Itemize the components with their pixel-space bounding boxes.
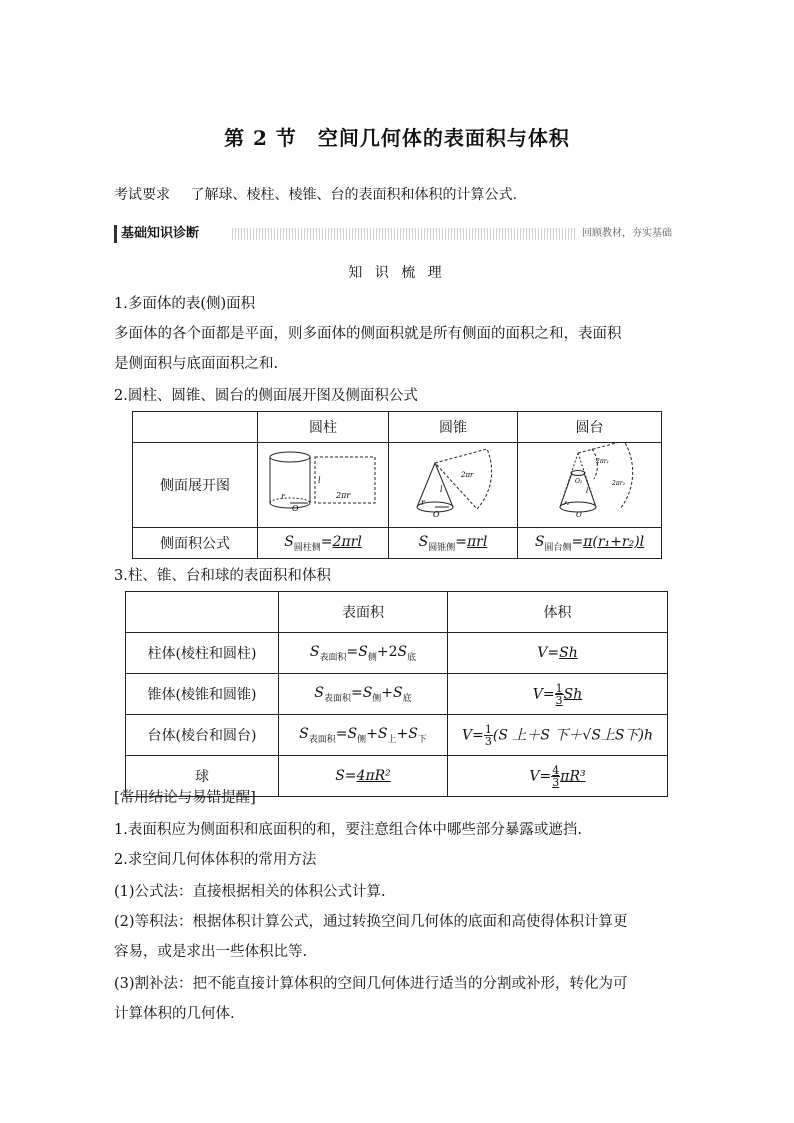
label-l: l [585,487,588,495]
sa-pyramid: $S_{表面积}=S_侧+S_底$ [279,674,448,715]
knowledge-subheading: 知 识 梳 理 [348,265,446,281]
frac-den: 3 [552,775,560,789]
col-cylinder: 圆柱 [258,412,389,443]
f-sub: 圆锥侧 [428,542,456,553]
sa-frustum: $S_{表面积}=S_侧+S_上+S_下$ [279,715,448,756]
formula-cylinder [258,528,389,559]
row-formula: 侧面积公式 [133,528,258,559]
cylinder-diagram [258,443,389,528]
label-o: O [575,511,582,519]
area-volume-table [125,591,668,797]
f-eq: = [320,533,333,550]
sub-side: 侧 [357,734,367,745]
sa-sphere: S=4πR² [279,756,448,797]
sub-base: 底 [402,693,412,704]
row-frustum: 台体(棱台和圆台) [126,715,279,756]
section-banner [114,225,678,243]
v-frustum-value: (S 上＋S 下＋√S上S下)h [492,727,653,743]
notes-heading: [常用结论与易错提醒] [114,790,256,806]
s1-heading: 1.多面体的表(侧)面积 [114,296,256,312]
sub-sa: 表面积 [308,734,336,745]
row-unfold: 侧面展开图 [133,443,258,528]
table-corner [133,412,258,443]
label-2pir: 2πr [461,471,474,479]
f-sub: 圆柱侧 [293,542,321,553]
v-prism: V=Sh [448,633,668,674]
f-value: πrl [466,533,488,550]
label-o1: O₁ [574,478,582,485]
requirement-text: 了解球、棱柱、棱锥、台的表面积和体积的计算公式. [190,187,517,203]
col-volume: 体积 [448,592,668,633]
sub-side: 侧 [367,652,377,663]
frac-den: 3 [555,693,563,707]
note-4b: 容易，或是求出一些体积比等. [114,944,308,960]
note-5b: 计算体积的几何体. [114,1006,235,1022]
s1-line2: 是侧面积与底面面积之和. [114,356,279,372]
label-o: O [292,504,299,513]
frac-den: 3 [484,734,492,748]
f-eq: = [455,533,467,550]
f-value: π(r₁+r₂)l [583,533,645,550]
note-5a: (3)割补法：把不能直接计算体积的空间几何体进行适当的分割或补形，转化为可 [114,976,628,992]
table-corner [126,592,279,633]
label-2pir: 2πr [336,491,351,500]
note-4a: (2)等积法：根据体积计算公式，通过转换空间几何体的底面和高使得体积计算更 [114,914,628,930]
f-value: 2πrl [332,533,362,550]
label-l: l [318,476,321,485]
v-frustum: V= $\frac{1}{3}$ (S 上＋S 下＋√S上S下)h [448,715,668,756]
sub-up: 上 [387,734,397,745]
cone-unfold-figure [391,443,515,523]
formula-frustum [518,528,662,559]
label-r2: r₂ [563,500,569,507]
v-pyramid: V= $\frac{1}{3}$ Sh [448,674,668,715]
f-s: S [418,533,429,550]
banner-title: 基础知识诊断 [114,225,205,243]
cone-diagram [389,443,518,528]
row-pyramid: 锥体(棱锥和圆锥) [126,674,279,715]
frac-num: 4 [552,763,560,777]
frac-num: 1 [484,722,492,736]
frustum-diagram [518,443,662,528]
v-pyramid-value: Sh [563,686,583,702]
f-sub: 圆台侧 [544,542,572,553]
row-sphere: 球 [126,756,279,797]
sphere-v-value: πR³ [560,768,586,784]
label-r: r [421,498,425,507]
note-3: (1)公式法：直接根据相关的体积公式计算. [114,884,386,900]
note-1: 1.表面积应为侧面积和底面积的和，要注意组合体中哪些部分暴露或遮挡. [114,822,582,838]
col-frustum: 圆台 [518,412,662,443]
row-prism: 柱体(棱柱和圆柱) [126,633,279,674]
col-surface-area: 表面积 [279,592,448,633]
f-s: S [534,533,545,550]
cylinder-unfold-figure [260,443,386,523]
col-cone: 圆锥 [389,412,518,443]
sa-prism: $S_{表面积}=S_侧+2S_底$ [279,633,448,674]
s2-heading: 2.圆柱、圆锥、圆台的侧面展开图及侧面积公式 [114,388,418,404]
note-2: 2.求空间几何体体积的常用方法 [114,852,317,868]
requirement-label: 考试要求 [114,187,170,203]
v-prism-value: Sh [559,645,578,661]
sub-sa: 表面积 [319,652,347,663]
lateral-area-table [132,411,662,559]
f-eq: = [571,533,584,550]
sub-base: 底 [407,652,417,663]
f-s: S [284,533,294,550]
formula-cone [389,528,518,559]
label-o: O [433,510,440,519]
s3-heading: 3.柱、锥、台和球的表面积和体积 [114,568,331,584]
exam-requirement [114,184,517,204]
page-title: 第 2 节 空间几何体的表面积与体积 [224,126,570,150]
sub-side: 侧 [372,693,382,704]
frac-num: 1 [555,681,563,695]
frustum-unfold-figure [520,443,660,523]
label-l: l [440,485,443,494]
v-sphere: V= $\frac{4}{3}$ πR³ [448,756,668,797]
label-r: r [281,492,285,501]
banner-subtitle: 回顾教材，夯实基础 [576,226,678,242]
label-2pir2: 2πr₂ [611,480,625,487]
sub-down: 下 [417,734,427,745]
sphere-sa-value: 4πR² [356,768,391,784]
s1-line1: 多面体的各个面都是平面，则多面体的侧面积就是所有侧面的面积之和，表面积 [114,326,622,342]
sub-sa: 表面积 [323,693,351,704]
label-2pir1: 2πr₁ [595,458,609,465]
